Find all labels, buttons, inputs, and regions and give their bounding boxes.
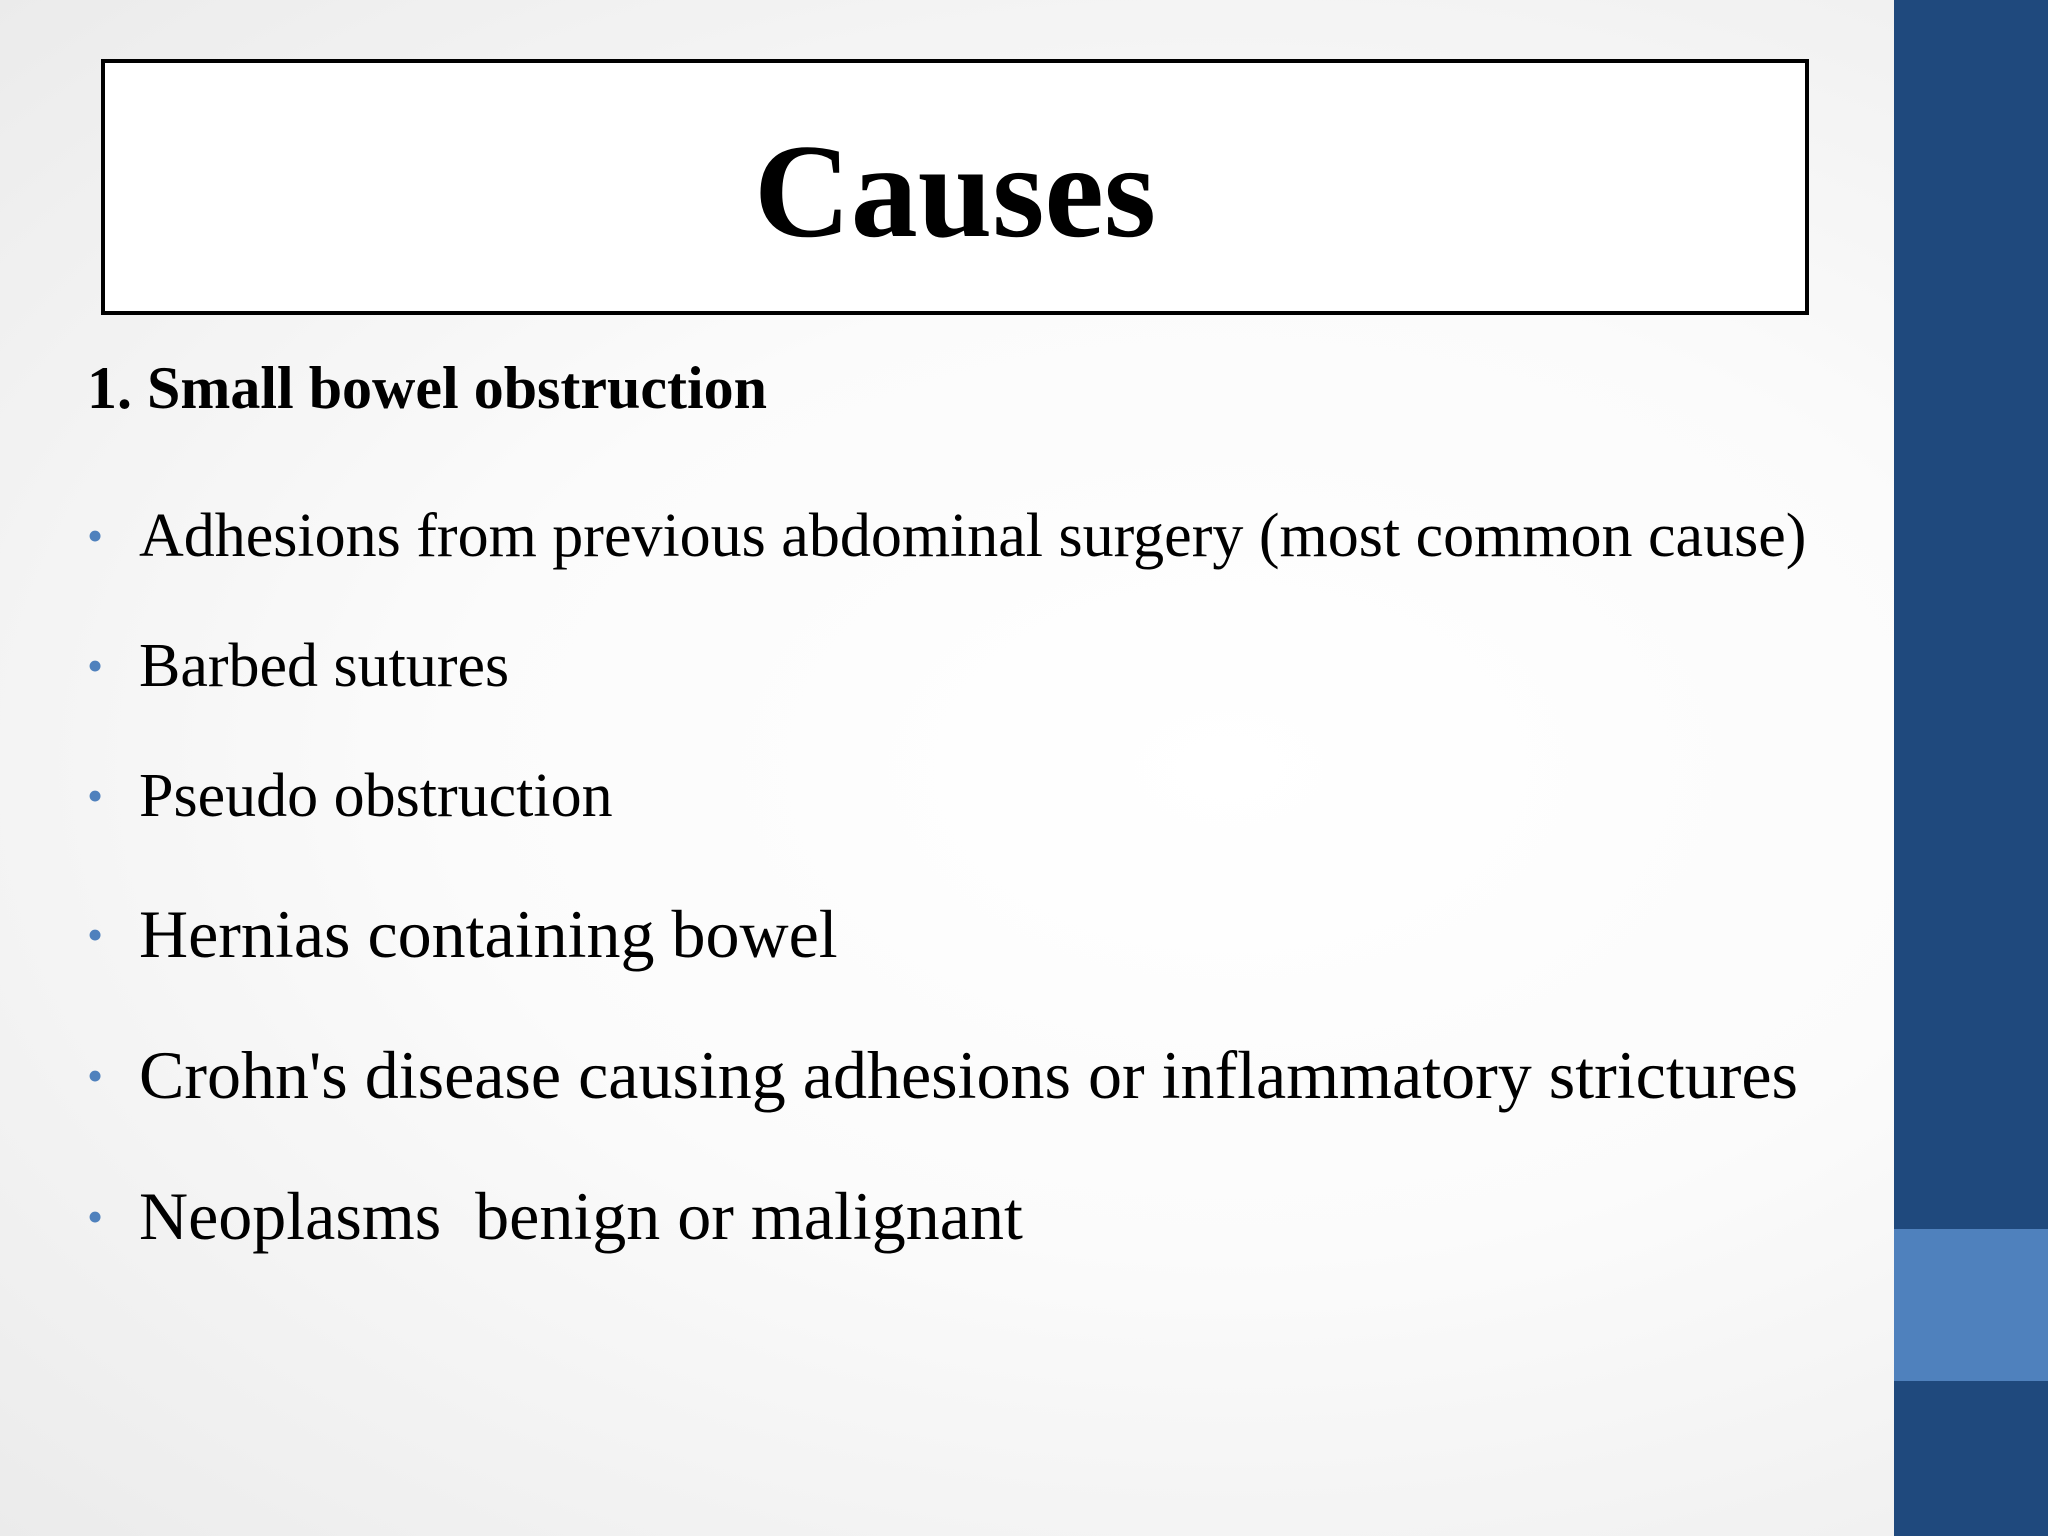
bullet-dot-icon: • — [87, 1050, 104, 1101]
bullet-item-neoplasms — [87, 1154, 1807, 1279]
slide-title: Causes — [753, 117, 1157, 265]
bullet-item-hernias — [87, 872, 1807, 997]
title-box — [101, 59, 1809, 315]
bullet-text: Hernias containing bowel — [139, 896, 838, 972]
section-heading: 1. Small bowel obstruction — [87, 355, 768, 421]
bullet-text: Barbed sutures — [139, 632, 510, 700]
bullet-dot-icon: • — [87, 909, 104, 960]
bullet-dot-icon: • — [87, 640, 104, 691]
bullet-item-pseudo-obstruction — [87, 738, 1807, 854]
bullet-dot-icon: • — [87, 770, 104, 821]
bullet-dot-icon: • — [87, 510, 104, 561]
side-accent — [1894, 1229, 2048, 1381]
bullet-text: Crohn's disease causing adhesions or inflammatory strictures — [139, 1037, 1798, 1113]
bullet-item-crohns — [87, 1013, 1807, 1138]
bullet-text: Pseudo obstruction — [139, 762, 613, 830]
bullet-list — [87, 478, 1807, 1279]
bullet-item-adhesions — [87, 478, 1807, 594]
bullet-text: Neoplasms benign or malignant — [139, 1178, 1023, 1254]
bullet-dot-icon: • — [87, 1191, 104, 1242]
bullet-item-barbed-sutures — [87, 608, 1807, 724]
bullet-text: Adhesions from previous abdominal surgery (most common cause) — [139, 502, 1807, 570]
